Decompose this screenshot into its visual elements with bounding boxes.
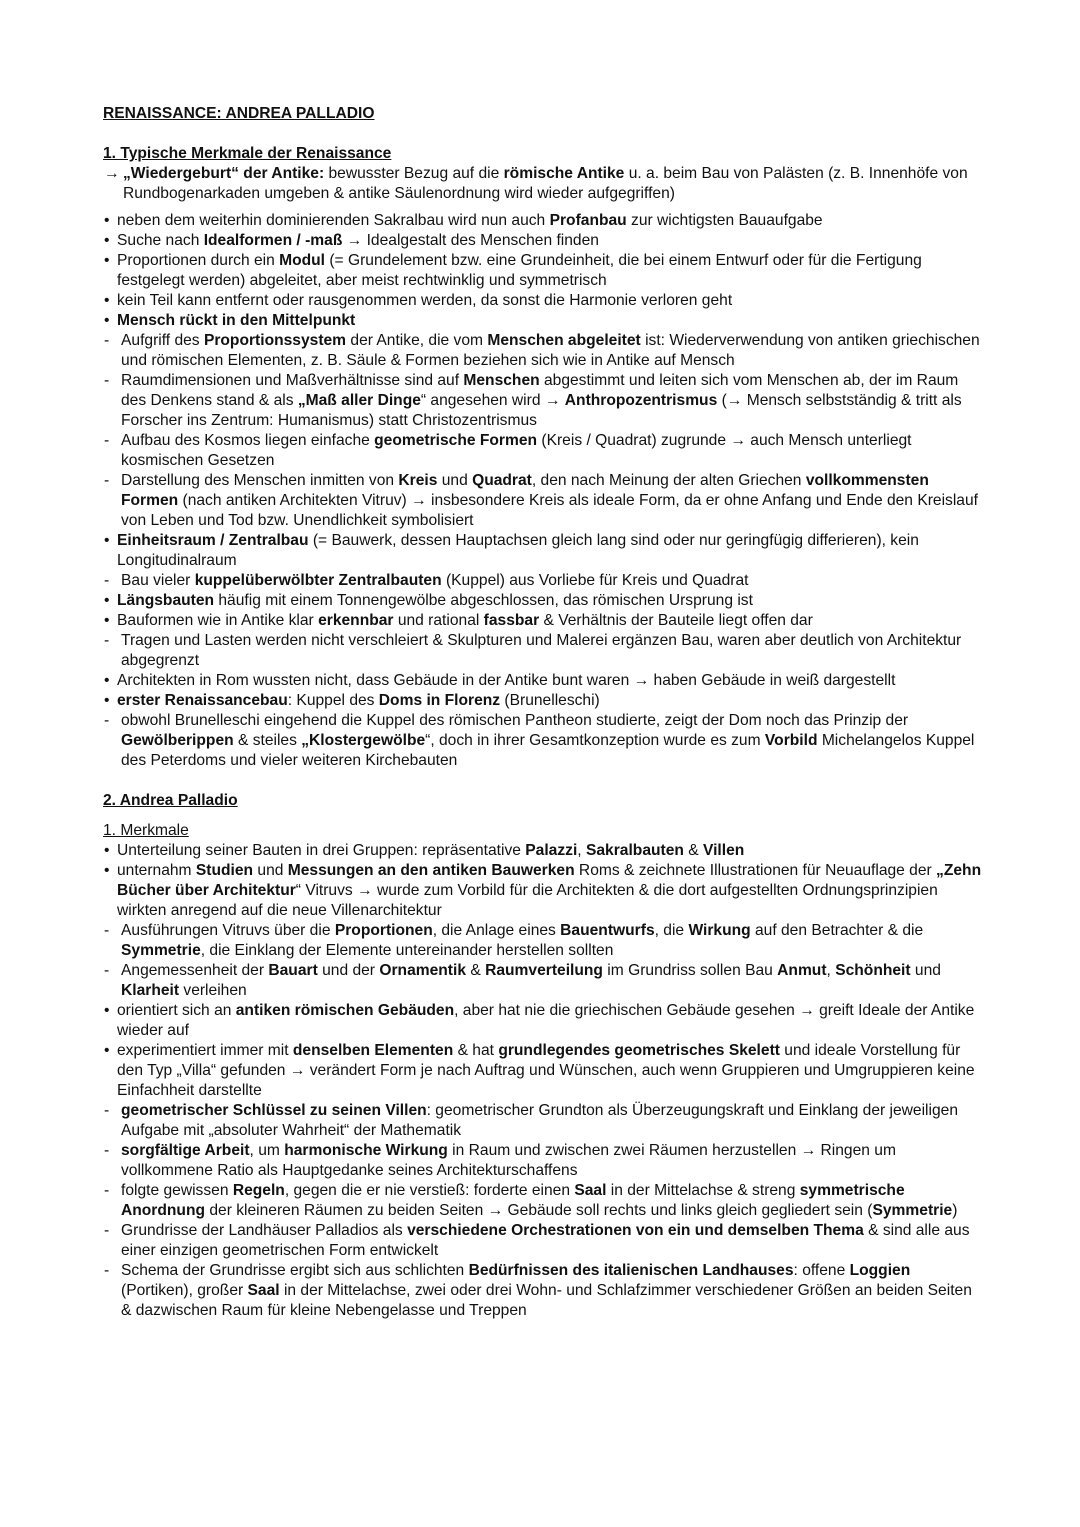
bullet-item	[103, 251, 983, 291]
dash-marker: -	[104, 1222, 110, 1239]
item-text: Ausführungen Vitruvs über die Proportionen, die Anlage eines Bauentwurfs, die Wirkung auf den Betrachter & die Symmetrie, die Einklang der Elemente untereinander herstellen sollten	[121, 922, 924, 959]
document-page	[103, 104, 983, 1321]
dash-item	[103, 471, 983, 531]
dash-marker: -	[104, 632, 110, 649]
dash-marker: -	[104, 1142, 110, 1159]
item-text: Darstellung des Menschen inmitten von Kreis und Quadrat, den nach Meinung der alten Griechen vollkommensten Formen (nach antiken Architekten Vitruv) → insbesondere Kreis als ideale Form, da er ohne Anfang und Ende den Kreislauf von Leben und Tod bzw. Unendlichkeit symbolisiert	[121, 472, 978, 529]
bullet-marker: •	[104, 842, 110, 859]
section-heading-renaissance: 1. Typische Merkmale der Renaissance	[103, 145, 392, 162]
bullet-marker: •	[104, 292, 110, 309]
item-text: Einheitsraum / Zentralbau (= Bauwerk, dessen Hauptachsen gleich lang sind oder nur geringfügig differieren), kein Longitudinalraum	[117, 532, 919, 569]
bullet-marker: •	[104, 312, 110, 329]
dash-item	[103, 711, 983, 771]
spacer	[103, 204, 983, 211]
item-text: kein Teil kann entfernt oder rausgenommen werden, da sonst die Harmonie verloren geht	[117, 292, 733, 309]
bullet-marker: •	[104, 212, 110, 229]
item-text: Längsbauten häufig mit einem Tonnengewölbe abgeschlossen, das römischen Ursprung ist	[117, 592, 753, 609]
dash-item	[103, 631, 983, 671]
item-text: Bauformen wie in Antike klar erkennbar und rational fassbar & Verhältnis der Bauteile liegt offen dar	[117, 612, 813, 629]
bullet-marker: •	[104, 232, 110, 249]
dash-marker: -	[104, 432, 110, 449]
item-text: unternahm Studien und Messungen an den antiken Bauwerken Roms & zeichnete Illustrationen für Neuauflage der „Zehn Bücher über Architektur“ Vitruvs → wurde zum Vorbild für die Architekten & die dort aufgestellten Ordnungsprinzipien wirkten anregend auf die neue Villenarchitektur	[117, 862, 982, 919]
item-text: orientiert sich an antiken römischen Gebäuden, aber hat nie die griechischen Gebäude gesehen → greift Ideale der Antike wieder auf	[117, 1002, 975, 1039]
item-text: experimentiert immer mit denselben Elementen & hat grundlegendes geometrisches Skelett und ideale Vorstellung für den Typ „Villa“ gefunden → verändert Form je nach Auftrag und Wünschen, auch wenn Gruppieren und Umgruppieren keine Einfachheit darstellte	[117, 1042, 975, 1099]
bullet-item	[103, 311, 983, 331]
bullet-item	[103, 231, 983, 251]
item-text: folgte gewissen Regeln, gegen die er nie verstieß: forderte einen Saal in der Mittelachse & streng symmetrische Anordnung der kleineren Räumen zu beiden Seiten → Gebäude soll rechts und links gleich gegliedert sein (Symmetrie)	[121, 1182, 958, 1219]
item-text: Proportionen durch ein Modul (= Grundelement bzw. eine Grundeinheit, die bei einem Entwurf oder für die Fertigung festgelegt werden) abgeleitet, aber meist rechtwinklig und symmetrisch	[117, 252, 922, 289]
item-text: Unterteilung seiner Bauten in drei Gruppen: repräsentative Palazzi, Sakralbauten & Villen	[117, 842, 745, 859]
bullet-item	[103, 531, 983, 571]
bullet-item	[103, 291, 983, 311]
item-text: „Wiedergeburt“ der Antike: bewusster Bezug auf die römische Antike u. a. beim Bau von Palästen (z. B. Innenhöfe von Rundbogenarkaden umgeben & antike Säulenordnung wird wieder aufgegriffen)	[123, 165, 968, 202]
bullet-marker: •	[104, 1042, 110, 1059]
item-text: Bau vieler kuppelüberwölbter Zentralbauten (Kuppel) aus Vorliebe für Kreis und Quadrat	[121, 572, 749, 589]
bullet-item	[103, 611, 983, 631]
dash-marker: -	[104, 922, 110, 939]
bullet-item	[103, 841, 983, 861]
item-text: Tragen und Lasten werden nicht verschleiert & Skulpturen und Malerei ergänzen Bau, waren aber deutlich von Architektur abgegrenzt	[121, 632, 962, 669]
dash-item	[103, 371, 983, 431]
dash-item	[103, 331, 983, 371]
item-text: neben dem weiterhin dominierenden Sakralbau wird nun auch Profanbau zur wichtigsten Bauaufgabe	[117, 212, 823, 229]
bullet-marker: •	[104, 862, 110, 879]
dash-marker: -	[104, 332, 110, 349]
bullet-marker: •	[104, 252, 110, 269]
dash-marker: -	[104, 1102, 110, 1119]
bullet-item	[103, 1041, 983, 1101]
dash-marker: -	[104, 372, 110, 389]
bullet-marker: •	[104, 592, 110, 609]
section-heading-palladio: 2. Andrea Palladio	[103, 792, 238, 809]
item-text: geometrischer Schlüssel zu seinen Villen: geometrischer Grundton als Überzeugungskraft und Einklang der jeweiligen Aufgabe mit „absoluter Wahrheit“ der Mathematik	[121, 1102, 958, 1139]
dash-item	[103, 1221, 983, 1261]
item-text: Schema der Grundrisse ergibt sich aus schlichten Bedürfnissen des italienischen Landhauses: offene Loggien (Portiken), großer Saal in der Mittelachse, zwei oder drei Wohn- und Schlafzimmer verschiedener Größen an beiden Seiten & dazwischen Raum für kleine Nebengelasse und Treppen	[121, 1262, 972, 1319]
dash-item	[103, 1141, 983, 1181]
dash-marker: -	[104, 472, 110, 489]
bullet-item	[103, 591, 983, 611]
item-text: Grundrisse der Landhäuser Palladios als verschiedene Orchestrationen von ein und demselben Thema & sind alle aus einer einzigen geometrischen Form entwickelt	[121, 1222, 970, 1259]
arrow-item	[103, 164, 983, 204]
bullet-marker: •	[104, 672, 110, 689]
item-text: Aufgriff des Proportionssystem der Antike, die vom Menschen abgeleitet ist: Wiederverwendung von antiken griechischen und römischen Elementen, z. B. Säule & Formen beziehen sich wie in Antike auf Mensch	[121, 332, 980, 369]
item-text: Raumdimensionen und Maßverhältnisse sind auf Menschen abgestimmt und leiten sich vom Menschen ab, der im Raum des Denkens stand & als „Maß aller Dinge“ angesehen wird → Anthropozentrismus (→ Mensch selbstständig & tritt als Forscher ins Zentrum: Humanismus) statt Christozentrismus	[121, 372, 962, 429]
bullet-marker: •	[104, 1002, 110, 1019]
section-list-palladio	[103, 841, 983, 1321]
item-text: Suche nach Idealformen / -maß → Idealgestalt des Menschen finden	[117, 232, 599, 249]
dash-marker: -	[104, 1182, 110, 1199]
dash-item	[103, 1101, 983, 1141]
item-text: sorgfältige Arbeit, um harmonische Wirkung in Raum und zwischen zwei Räumen herzustellen → Ringen um vollkommene Ratio als Hauptgedanke seines Architekturschaffens	[121, 1142, 896, 1179]
dash-item	[103, 571, 983, 591]
bullet-item	[103, 861, 983, 921]
dash-marker: -	[104, 1262, 110, 1279]
spacer	[103, 811, 983, 821]
bullet-item	[103, 211, 983, 231]
dash-item	[103, 961, 983, 1001]
spacer	[103, 771, 983, 791]
bullet-marker: •	[104, 612, 110, 629]
item-text: Angemessenheit der Bauart und der Ornamentik & Raumverteilung im Grundriss sollen Bau Anmut, Schönheit und Klarheit verleihen	[121, 962, 941, 999]
item-text: Mensch rückt in den Mittelpunkt	[117, 312, 356, 329]
item-text: Architekten in Rom wussten nicht, dass Gebäude in der Antike bunt waren → haben Gebäude in weiß dargestellt	[117, 672, 896, 689]
bullet-marker: •	[104, 532, 110, 549]
dash-item	[103, 1181, 983, 1221]
dash-item	[103, 921, 983, 961]
section-list-renaissance	[103, 164, 983, 771]
dash-marker: -	[104, 712, 110, 729]
arrow-marker: →	[104, 165, 120, 182]
bullet-marker: •	[104, 692, 110, 709]
dash-item	[103, 431, 983, 471]
bullet-item	[103, 691, 983, 711]
bullet-item	[103, 671, 983, 691]
subheading-merkmale: 1. Merkmale	[103, 822, 189, 839]
dash-marker: -	[104, 962, 110, 979]
dash-item	[103, 1261, 983, 1321]
page-title: RENAISSANCE: ANDREA PALLADIO	[103, 105, 375, 122]
bullet-item	[103, 1001, 983, 1041]
dash-marker: -	[104, 572, 110, 589]
item-text: obwohl Brunelleschi eingehend die Kuppel des römischen Pantheon studierte, zeigt der Dom noch das Prinzip der Gewölberippen & steiles „Klostergewölbe“, doch in ihrer Gesamtkonzeption wurde es zum Vorbild Michelangelos Kuppel des Peterdoms und vieler weiteren Kirchebauten	[121, 712, 975, 769]
item-text: Aufbau des Kosmos liegen einfache geometrische Formen (Kreis / Quadrat) zugrunde → auch Mensch unterliegt kosmischen Gesetzen	[121, 432, 912, 469]
item-text: erster Renaissancebau: Kuppel des Doms in Florenz (Brunelleschi)	[117, 692, 600, 709]
